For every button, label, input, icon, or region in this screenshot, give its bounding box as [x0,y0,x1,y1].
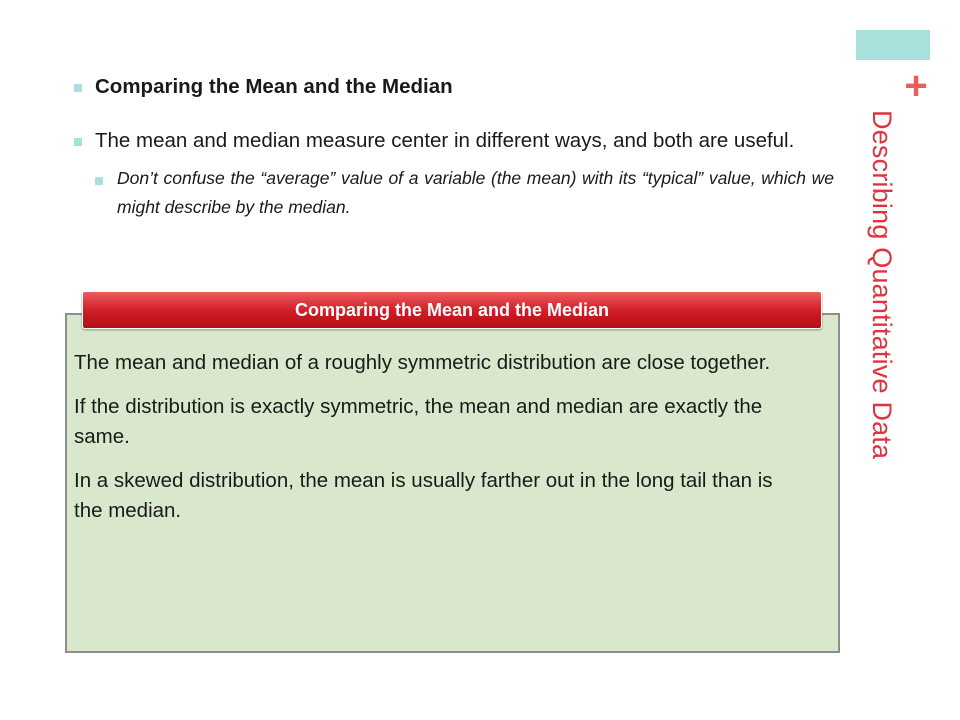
side-title: Describing Quantitative Data [867,110,897,460]
summary-box-title: Comparing the Mean and the Median [82,291,822,329]
bullet-item [74,126,834,156]
sub-bullet-text: Don’t confuse the “average” value of a variable (the mean) with its “typical” value, which we might describe by the median. [117,168,834,217]
bullet-square-icon [95,177,103,185]
sub-bullet-item [95,164,834,222]
bullet-list [74,72,834,222]
bullet-square-icon [74,138,82,146]
plus-sign: + [904,64,928,108]
summary-box-content [74,348,794,540]
summary-paragraph: The mean and median of a roughly symmetric distribution are close together. [74,351,771,374]
accent-block [856,30,930,60]
bullet-text: Comparing the Mean and the Median [95,75,453,98]
bullet-item [74,72,834,102]
side-title-container [862,110,902,510]
bullet-square-icon [74,84,82,92]
summary-paragraph: If the distribution is exactly symmetric, the mean and median are exactly the same. [74,395,763,448]
summary-paragraph: In a skewed distribution, the mean is usually farther out in the long tail than is the median. [74,469,773,522]
bullet-text: The mean and median measure center in different ways, and both are useful. [95,129,795,152]
